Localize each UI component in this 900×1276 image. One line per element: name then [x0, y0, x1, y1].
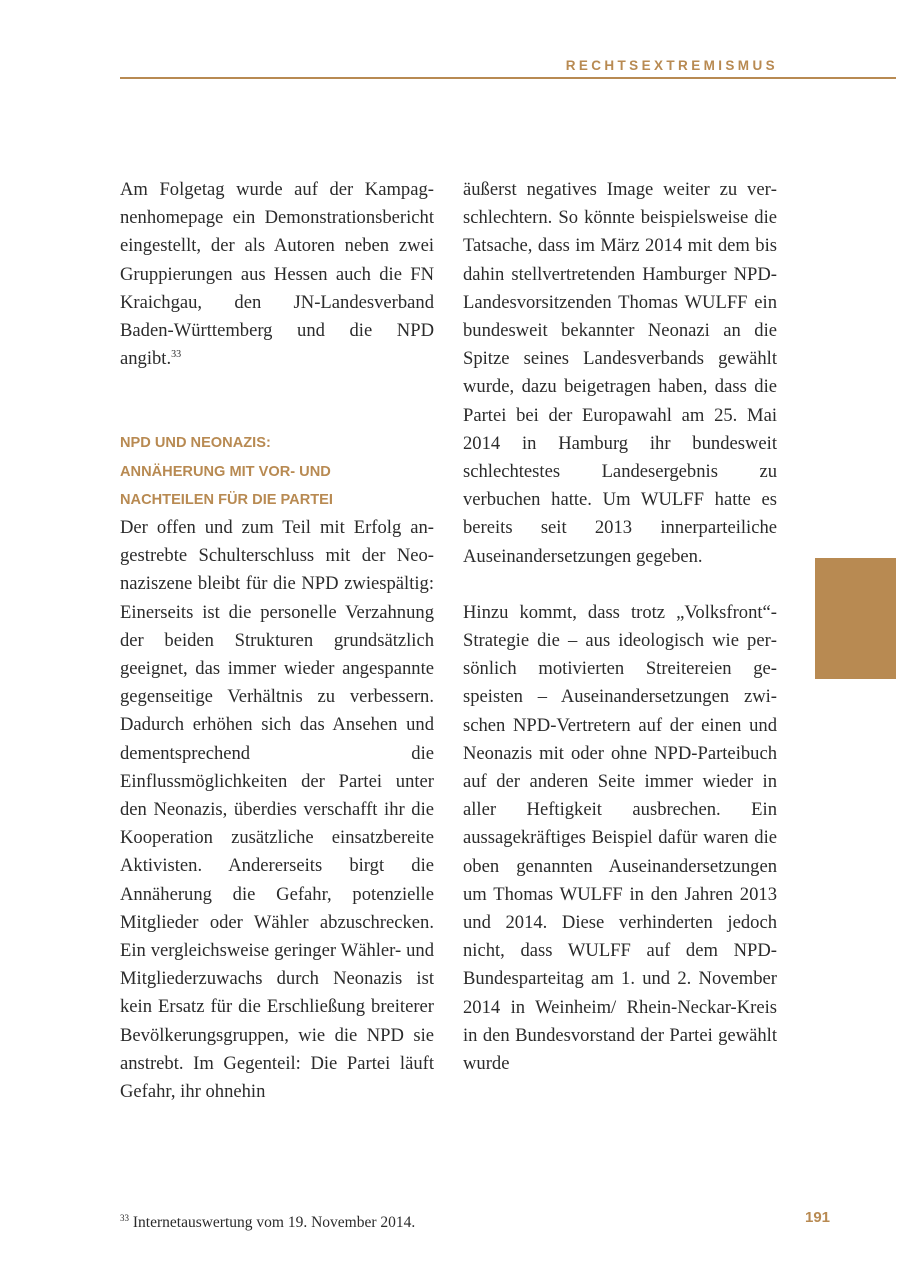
- paragraph-folgetag-text: Am Folgetag wurde auf der Kampagnenhomepage ein Demonstrationsbericht eingestellt, der als Autoren neben zwei Gruppierungen aus Hessen auch die FN Kraichgau, den JN-Landesverband Baden-Württemberg und die NPD angibt.: [120, 179, 434, 370]
- section-heading-line-2: ANNÄHERUNG MIT VOR- UND: [120, 463, 331, 480]
- page-number: 191: [805, 1209, 831, 1226]
- spacer: [463, 571, 777, 599]
- paragraph-volksfront: Hinzu kommt, dass trotz „Volksfront“-Strategie die – aus ideologisch wie persönlich motivierten Streitereien gespeisten – Auseinandersetzungen zwischen NPD-Vertretern auf der einen und Neonazis mit oder ohne NPD-Parteibuch auf der anderen Seite immer wieder in aller Heftigkeit ausbrechen. Ein aussagekräftiges Beispiel dafür waren die oben genannten Auseinandersetzungen um Thomas WULFF in den Jahren 2013 und 2014. Diese verhinderten jedoch nicht, dass WULFF auf dem NPD-Bundesparteitag am 1. und 2. November 2014 in Weinheim/ Rhein-Neckar-Kreis in den Bundesvorstand der Partei gewählt wurde: [463, 601, 777, 1075]
- chapter-side-tab: [815, 558, 896, 679]
- section-heading: [120, 429, 434, 514]
- header-rule: [120, 77, 896, 79]
- spacer: [120, 373, 434, 429]
- paragraph-schulterschluss: Der offen und zum Teil mit Erfolg angestrebte Schulterschluss mit der Neonaziszene bleibt für die NPD zwiespältig: Einerseits ist die personelle Verzahnung der beiden Strukturen grundsätzlich geeignet, das immer wieder angespannte gegenseitige Verhältnis zu verbessern. Dadurch erhöhen sich das Ansehen und dementsprechend die Einflussmöglichkeiten der Partei unter den Neonazis, überdies verschafft ihr die Kooperation zusätzliche einsatzbereite Aktivisten. Andererseits birgt die Annäherung die Gefahr, potenzielle Mitglieder oder Wähler abzuschrecken. Ein vergleichsweise geringer Wähler- und Mitgliederzuwachs durch Neonazis ist kein Ersatz für die Erschließung breiterer Bevölkerungsgruppen, wie die NPD sie anstrebt. Im Gegenteil: Die Partei läuft Gefahr, ihr ohnehin: [120, 517, 434, 1103]
- paragraph-image: äußerst negatives Image weiter zu verschlechtern. So könnte beispielsweise die Tatsache, dass im März 2014 mit dem bis dahin stellvertretenden Hamburger NPD-Landesvorsitzenden Thomas WULFF ein bundesweit bekannter Neonazi an die Spitze seines Landesverbands gewählt wurde, dazu beigetragen haben, dass die Partei bei der Europawahl am 25. Mai 2014 in Hamburg ihr bundesweit schlechtestes Landesergebnis zu verbuchen hatte. Um WULFF hatte es bereits seit 2013 innerparteiliche Auseinandersetzungen gegeben.: [463, 179, 777, 567]
- footnote-reference[interactable]: 33: [171, 349, 182, 361]
- left-column: [120, 176, 434, 1106]
- running-head: RECHTSEXTREMISMUS: [565, 58, 778, 73]
- section-heading-line-1: NPD UND NEONAZIS:: [120, 435, 271, 452]
- footnote: [120, 1208, 415, 1233]
- footnote-text: Internetauswertung vom 19. November 2014.: [132, 1214, 416, 1232]
- right-column: [463, 176, 777, 1078]
- section-heading-line-3: NACHTEILEN FÜR DIE PARTEI: [120, 491, 333, 508]
- paragraph-folgetag: [120, 176, 434, 373]
- footnote-number: 33: [120, 1213, 129, 1223]
